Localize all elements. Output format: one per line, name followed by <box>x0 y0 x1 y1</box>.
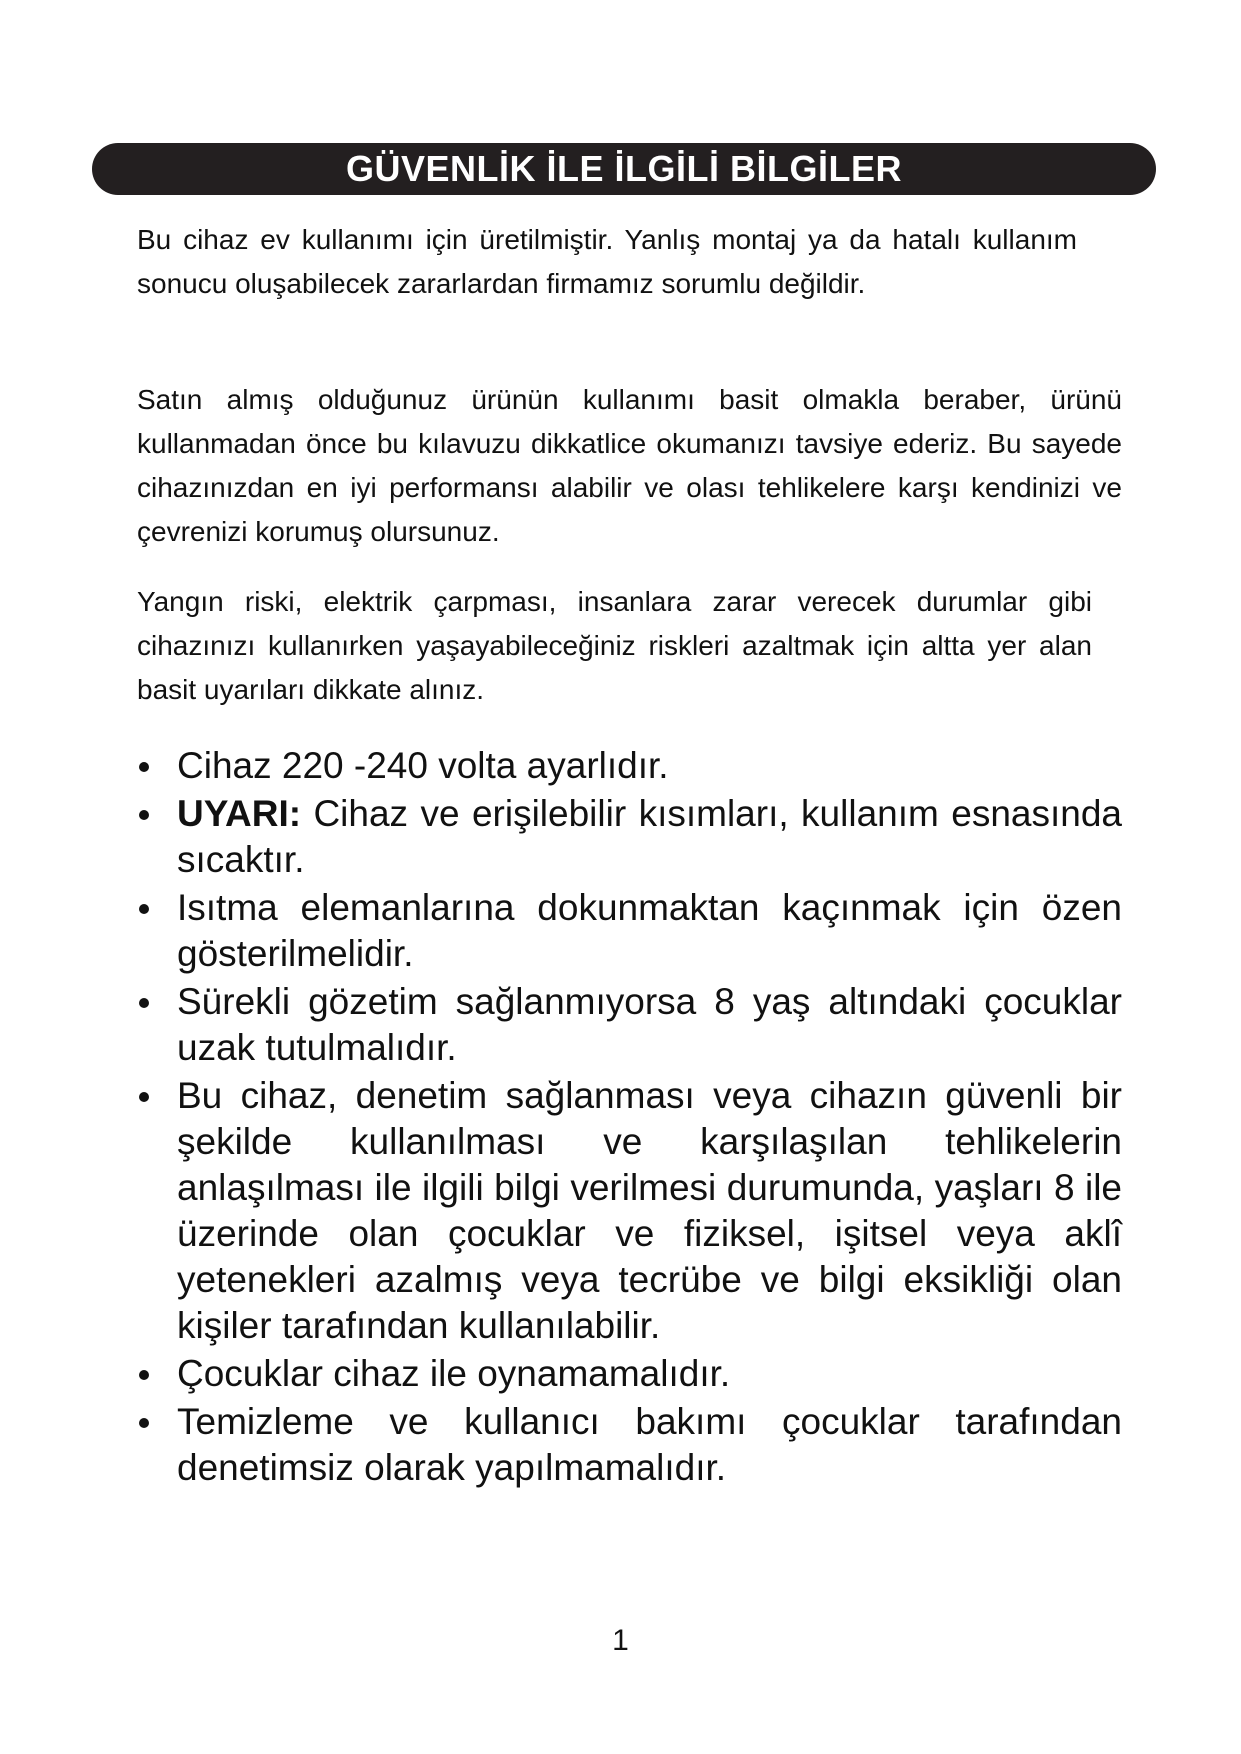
bullet-dot-icon <box>139 904 149 914</box>
warning-text: Çocuklar cihaz ile oynamamalıdır. <box>177 1353 731 1394</box>
warning-item-usage-conditions <box>137 1073 1122 1349</box>
bullet-dot-icon <box>139 1418 149 1428</box>
intro-paragraph-3: Yangın riski, elektrik çarpması, insanlara zarar verecek durumlar gibi cihazınızı kullanırken yaşayabileceğiniz riskleri azaltmak için altta yer alan basit uyarıları dikkate alınız. <box>137 586 1092 705</box>
warning-text: Sürekli gözetim sağlanmıyorsa 8 yaş altındaki çocuklar uzak tutulmalıdır. <box>177 981 1122 1068</box>
bullet-dot-icon <box>139 762 149 772</box>
section-title-bar <box>92 143 1156 195</box>
warning-text: Cihaz 220 -240 volta ayarlıdır. <box>177 745 669 786</box>
warning-text: Isıtma elemanlarına dokunmaktan kaçınmak için özen gösterilmelidir. <box>177 887 1122 974</box>
section-title: GÜVENLİK İLE İLGİLİ BİLGİLER <box>345 148 902 189</box>
warning-item-voltage <box>137 743 1122 789</box>
intro-paragraph-1: Bu cihaz ev kullanımı için üretilmiştir. Yanlış montaj ya da hatalı kullanım sonucu oluşabilecek zararlardan firmamız sorumlu değildir. <box>137 224 1077 299</box>
safety-warnings-list <box>137 743 1122 1493</box>
warning-item-children-supervision <box>137 979 1122 1071</box>
bullet-dot-icon <box>139 1092 149 1102</box>
page-number: 1 <box>612 1624 629 1657</box>
warning-item-hot-parts <box>137 791 1122 883</box>
intro-paragraph-2: Satın almış olduğunuz ürünün kullanımı basit olmakla beraber, ürünü kullanmadan önce bu kılavuzu dikkatlice okumanızı tavsiye ederiz. Bu sayede cihazınızdan en iyi performansı alabilir ve olası tehlikelere karşı kendinizi ve çevrenizi korumuş olursunuz. <box>137 384 1122 547</box>
bullet-dot-icon <box>139 998 149 1008</box>
warning-item-no-play <box>137 1351 1122 1397</box>
warning-item-heating-elements <box>137 885 1122 977</box>
bullet-dot-icon <box>139 1370 149 1380</box>
warning-text: Temizleme ve kullanıcı bakımı çocuklar tarafından denetimsiz olarak yapılmamalıdır. <box>177 1401 1122 1488</box>
warning-text: Cihaz ve erişilebilir kısımları, kullanım esnasında sıcaktır. <box>177 793 1122 880</box>
warning-text: Bu cihaz, denetim sağlanması veya cihazın güvenli bir şekilde kullanılması ve karşılaşılan tehlikelerin anlaşılması ile ilgili bilgi verilmesi durumunda, yaşları 8 ile üzerinde olan çocuklar ve fiziksel, işitsel veya aklî yetenekleri azalmış veya tecrübe ve bilgi eksikliği olan kişiler tarafından kullanılabilir. <box>177 1075 1122 1346</box>
warning-lead: UYARI: <box>177 793 302 834</box>
bullet-dot-icon <box>139 810 149 820</box>
warning-item-cleaning <box>137 1399 1122 1491</box>
